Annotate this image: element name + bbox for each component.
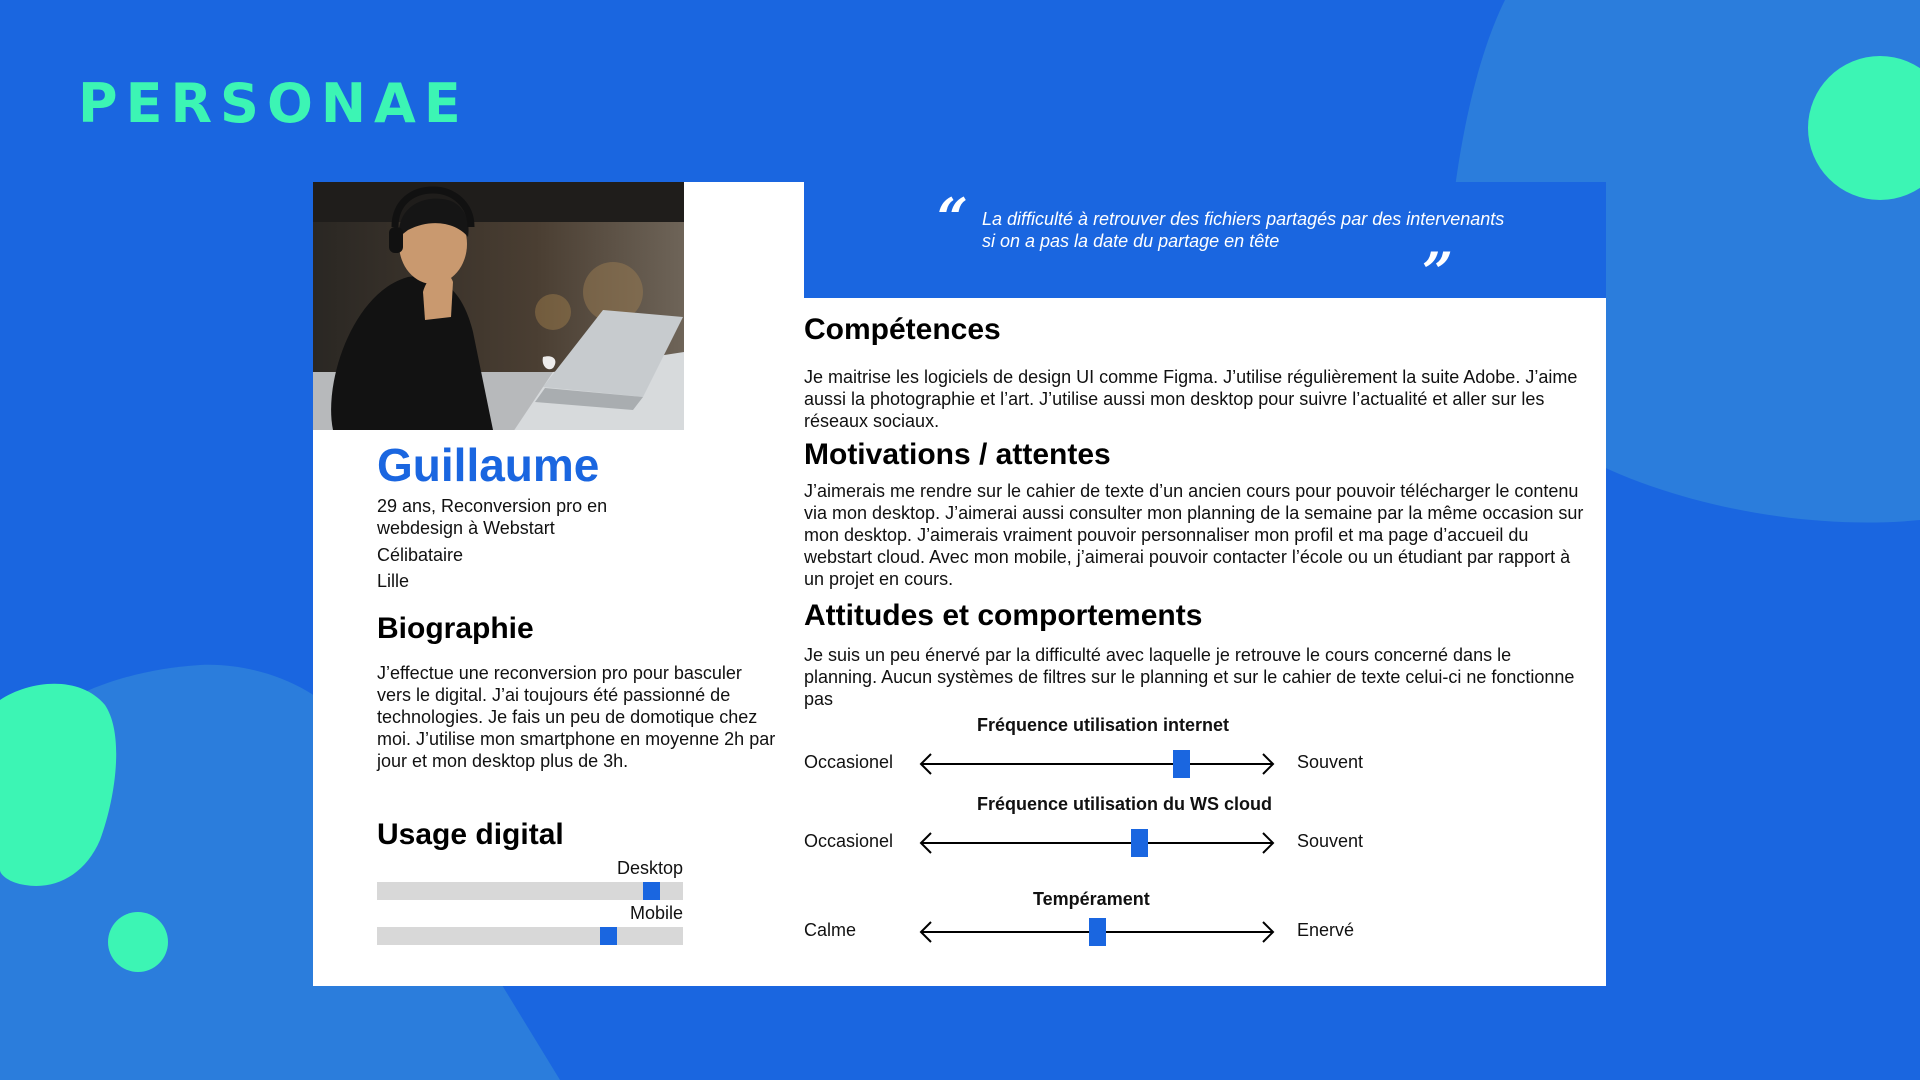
persona-status: Célibataire: [377, 545, 464, 565]
scale-temperament-title: Tempérament: [1033, 889, 1150, 909]
scale-internet-marker: [1173, 750, 1190, 778]
competences-text: Je maitrise les logiciels de design UI comme Figma. J’utilise régulièrement la suite Adobe. J’aime aussi la photographie et l’art. J’utilise aussi mon desktop pour suivre l’actualité et aller sur les réseaux sociaux.: [804, 367, 1578, 431]
motivations-text: J’aimerais me rendre sur le cahier de texte d’un ancien cours pour pouvoir télécharger le contenu via mon desktop. J’aimerai aussi consulter mon planning de la semaine par la même occasion sur mon desktop. J’aimerais vraiment pouvoir personnaliser mon profil et ma page d’accueil du webstart cloud. Avec mon mobile, j’aimerai pouvoir contacter l’école ou un étudiant par rapport à un projet en cours.: [804, 481, 1584, 589]
digital-usage-heading: Usage digital: [377, 818, 564, 851]
scale-wscloud-marker: [1131, 829, 1148, 857]
scale-temperament-right-label: Enervé: [1297, 920, 1355, 940]
teal-circle-bottom-left: [107, 911, 169, 973]
scale-internet-title: Fréquence utilisation internet: [977, 715, 1230, 735]
persona-age-job: 29 ans, Reconversion pro en webdesign à Webstart: [377, 496, 608, 538]
slide-title: PERSONAE: [78, 72, 469, 135]
scale-internet-arrow: [917, 749, 1277, 779]
usage-desktop-marker: [643, 882, 660, 900]
persona-card: [313, 182, 1606, 986]
biography-heading: Biographie: [377, 612, 534, 645]
competences-heading: Compétences: [804, 313, 1001, 346]
usage-mobile-bar: [377, 927, 683, 945]
teal-circle-top-right: [1808, 56, 1920, 200]
scale-wscloud-title: Fréquence utilisation du WS cloud: [977, 794, 1273, 814]
usage-desktop-label: Desktop: [616, 858, 683, 878]
teal-blob-left: [0, 680, 120, 890]
usage-mobile-marker: [600, 927, 617, 945]
scale-wscloud-right-label: Souvent: [1297, 831, 1364, 851]
attitudes-text: Je suis un peu énervé par la difficulté avec laquelle je retrouve le cours concerné dans le planning. Aucun systèmes de filtres sur le planning et sur le cahier de texte celui-ci ne fonctionne pas: [804, 645, 1575, 709]
quote-banner: [804, 182, 1606, 304]
persona-name: Guillaume: [377, 439, 600, 491]
scale-wscloud-arrow: [917, 828, 1277, 858]
scale-wscloud-left-label: Occasionel: [804, 831, 894, 851]
usage-mobile-label: Mobile: [629, 903, 683, 923]
motivations-heading: Motivations / attentes: [804, 438, 1111, 471]
persona-photo: [313, 182, 684, 430]
persona-quote: La difficulté à retrouver des fichiers partagés par des intervenants si on a pas la date du partage en tête: [982, 209, 1505, 251]
persona-city: Lille: [377, 571, 410, 591]
attitudes-heading: Attitudes et comportements: [804, 599, 1203, 632]
quote-open-icon: “: [937, 186, 969, 250]
scale-temperament-marker: [1089, 918, 1106, 946]
usage-desktop-bar: [377, 882, 683, 900]
scale-temperament-left-label: Calme: [804, 920, 857, 940]
biography-text: J’effectue une reconversion pro pour basculer vers le digital. J’ai toujours été passionné de technologies. Je fais un peu de domotique chez moi. J’utilise mon smartphone en moyenne 2h par jour et mon desktop plus de 3h.: [377, 663, 776, 771]
scale-internet-right-label: Souvent: [1297, 752, 1364, 772]
quote-close-icon: ”: [1422, 240, 1454, 304]
scale-internet-left-label: Occasionel: [804, 752, 894, 772]
